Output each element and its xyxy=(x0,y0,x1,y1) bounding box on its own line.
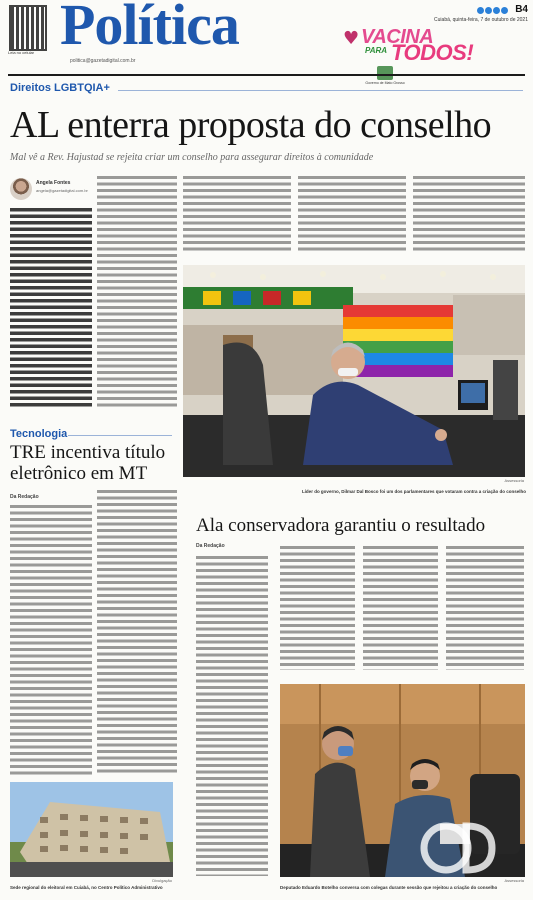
tech-headline[interactable]: TRE incentiva título eletrônico em MT xyxy=(10,442,166,484)
brand-vacina: VACINA xyxy=(361,26,434,48)
second-column-1 xyxy=(196,556,268,876)
second-column-3 xyxy=(363,546,438,670)
lead-dek: Mal vê a Rev. Hajustad se rejeita criar um conselho para assegurar direitos à comunidade xyxy=(10,152,374,163)
brand-todos: TODOS! xyxy=(391,40,474,65)
tech-column-2 xyxy=(97,490,177,775)
lead-column-3 xyxy=(183,176,291,254)
date-line: Cuiabá, quinta-feira, 7 de outubro de 2021 xyxy=(434,17,528,23)
section-divider xyxy=(118,90,523,91)
tech-photo[interactable] xyxy=(10,782,173,877)
lead-section-tag[interactable]: Direitos LGBTQIA+ xyxy=(10,82,110,94)
government-seal-icon xyxy=(377,66,393,80)
second-photo-credit: Assessoria xyxy=(504,878,524,883)
author-avatar xyxy=(10,178,32,200)
brand-para: PARA xyxy=(365,46,388,55)
tech-section-tag[interactable]: Tecnologia xyxy=(10,428,68,440)
second-headline[interactable]: Ala conservadora garantiu o resultado xyxy=(196,515,486,536)
brand-org: Governo de Mato Grosso xyxy=(365,81,405,85)
second-photo-caption: Deputado Eduardo Botelho conversa com colegas durante sessão que rejeitou a criação do conselho xyxy=(280,885,498,890)
qr-caption: Leia no celular xyxy=(8,50,35,55)
lead-headline[interactable]: AL enterra proposta do conselho xyxy=(10,104,492,146)
assembly-session-photo xyxy=(183,265,525,477)
lead-photo-credit: Assessoria xyxy=(504,478,524,483)
youtube-icon[interactable] xyxy=(501,7,508,14)
second-byline: Da Redação xyxy=(196,543,225,549)
header-divider xyxy=(8,74,525,76)
vacina-para-todos-ad[interactable] xyxy=(343,24,503,85)
instagram-icon[interactable] xyxy=(493,7,500,14)
gazeta-watermark-logo xyxy=(420,810,500,880)
qr-code[interactable] xyxy=(9,5,47,51)
tech-photo-caption: Sede regional do eleitoral em Cuiabá, no Centro Político Administrativo xyxy=(10,885,163,890)
lead-column-2 xyxy=(97,176,177,408)
author-name: Angela Fontes xyxy=(36,180,71,186)
second-column-2 xyxy=(280,546,355,670)
second-column-4 xyxy=(446,546,524,670)
heart-icon: ♥ xyxy=(343,28,360,49)
tech-byline: Da Redação xyxy=(10,494,39,500)
author-email[interactable]: angela@gazetadigital.com.br xyxy=(36,188,88,193)
lead-column-5 xyxy=(413,176,525,254)
facebook-icon[interactable] xyxy=(477,7,484,14)
page-number: B4 xyxy=(515,4,528,15)
section-email[interactable]: politica@gazetadigital.com.br xyxy=(70,58,136,64)
lead-photo-caption: Líder do governo, Dilmar Dal Bosco foi um dos parlamentares que votaram contra a criação do conselho xyxy=(301,489,526,494)
section-divider xyxy=(68,435,172,436)
lead-column-4 xyxy=(298,176,406,254)
tech-column-1 xyxy=(10,505,92,775)
twitter-icon[interactable] xyxy=(485,7,492,14)
tech-photo-credit: Divulgação xyxy=(152,878,172,883)
section-title: Política xyxy=(60,0,239,57)
date-bar xyxy=(388,4,528,23)
lead-photo[interactable] xyxy=(183,265,525,477)
tre-building-photo xyxy=(10,782,173,877)
lead-column-1 xyxy=(10,208,92,408)
